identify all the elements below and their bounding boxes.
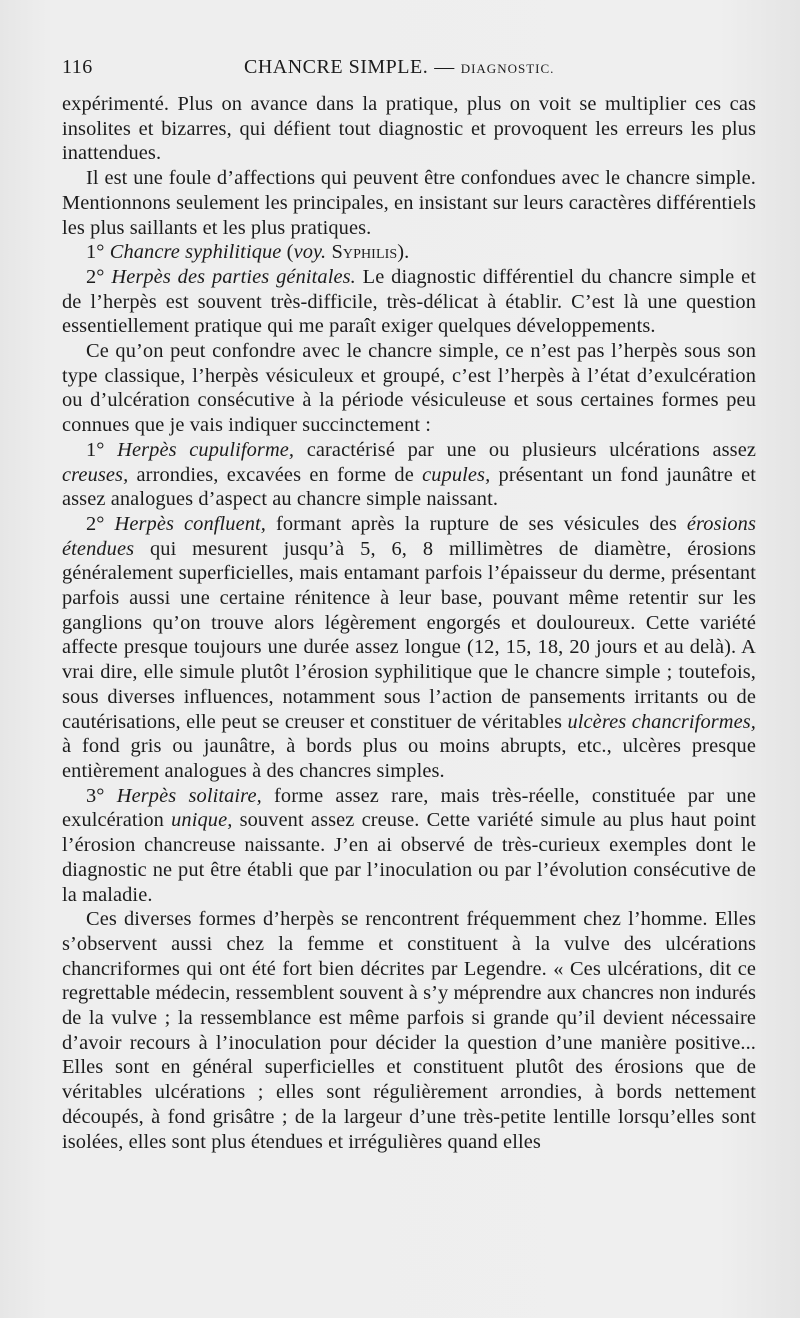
text-segment: ). — [397, 241, 410, 264]
text-segment: Ce qu’on peut confondre avec le chancre simple, ce n’est pas l’herpès sous son type classique, l’herpès vésiculeux et groupé, c’est l’herpès à l’état d’exulcération ou d’ulcération consécutive à la période vésiculeuse et sous certaines formes peu connues que je vais indiquer succinctement : — [62, 340, 756, 437]
text-segment: qui mesurent jusqu’à 5, 6, 8 millimètres de diamètre, érosions généralement superficielles, mais entamant parfois l’épaisseur du derme, présentant parfois aussi une certaine rénitence à leur base, pouvant même retentir sur les ganglions qu’on trouve alors légèrement engorgés et douloureux. Cette variété affecte presque toujours une durée assez longue (12, 15, 18, 20 jours et au delà). A vrai dire, elle simule plutôt l’érosion syphilitique que le chancre simple ; toutefois, sous diverses influences, notamment sous l’action de pansements irritants ou de cautérisations, elle peut se creuser et constituer de véritables — [62, 537, 756, 733]
running-header — [62, 56, 748, 86]
text-segment: creuses, — [62, 463, 129, 486]
text-segment: formant après la rupture de ses vésicules des — [265, 512, 687, 535]
text-segment: présentant un fond jaunâtre et assez analogues d’aspect au chancre simple naissant. — [62, 463, 756, 511]
paragraph-p2 — [62, 240, 756, 265]
text-segment: Herpès cupuliforme, — [117, 438, 295, 461]
running-title — [244, 56, 554, 79]
text-segment: 2° — [86, 265, 112, 288]
text-segment: voy. — [293, 241, 327, 264]
paragraph-p4 — [62, 339, 756, 438]
text-segment: érosions étendues — [62, 512, 756, 560]
text-segment: arrondies, excavées en forme de — [128, 463, 423, 486]
paragraph-p8 — [62, 907, 756, 1154]
text-segment: caractérisé par une ou plusieurs ulcérations assez — [294, 438, 756, 461]
text-segment: Herpès des parties génitales. — [111, 265, 356, 288]
paragraph-p0 — [62, 92, 756, 166]
text-segment: 1° — [86, 241, 110, 264]
text-segment: unique, — [171, 809, 233, 832]
running-title-main: CHANCRE SIMPLE. — [244, 56, 429, 78]
text-segment: Herpès confluent, — [114, 512, 266, 535]
title-dash: — — [434, 56, 455, 78]
text-segment: forme assez rare, mais très-réelle, constituée par une exulcération — [62, 784, 756, 832]
text-segment: ( — [281, 241, 294, 264]
text-segment: souvent assez creuse. Cette variété simule au plus haut point l’érosion chancreuse naissante. J’en ai observé de très-curieux exemples dont le diagnostic ne put être établi que par l’inoculation ou par l’évolution consécutive de la maladie. — [62, 809, 756, 906]
text-segment: Herpès solitaire, — [116, 784, 262, 807]
text-segment: 3° — [86, 784, 117, 807]
text-segment: Il est une foule d’affections qui peuvent être confondues avec le chancre simple. Mentionnons seulement les principales, en insistant sur leurs caractères différentiels les plus saillants et les plus pratiques. — [62, 167, 756, 239]
text-segment: Chancre syphilitique — [109, 241, 282, 264]
text-segment: Le diagnostic différentiel du chancre simple et de l’herpès est souvent très-difficile, très-délicat à établir. C’est là une question essentiellement pratique qui me paraît exiger quelques développements. — [62, 265, 757, 338]
paragraph-p5 — [62, 438, 756, 512]
text-segment: expérimenté. Plus on avance dans la pratique, plus on voit se multiplier ces cas insolites et bizarres, qui défient tout diagnostic et provoquent les erreurs les plus inattendues. — [62, 93, 756, 165]
text-segment: Ces diverses formes d’herpès se rencontrent fréquemment chez l’homme. Elles s’observent aussi chez la femme et constituent à la vulve des ulcérations chancriformes qui ont été fort bien décrites par Legendre. « Ces ulcérations, dit ce regrettable médecin, ressemblent souvent à s’y méprendre aux chancres non indurés de la vulve ; la ressemblance est même parfois si grande qu’il devient nécessaire d’avoir recours à l’inoculation pour décider la question d’une manière positive... Elles sont en général superficielles et constituent plutôt des érosions que de véritables ulcérations ; elles sont régulièrement arrondies, à bords nettement découpés, à fond grisâtre ; de la largeur d’une très-petite lentille lorsqu’elles sont isolées, elles sont plus étendues et irrégulières quand elles — [62, 908, 756, 1153]
text-segment: 2° — [86, 512, 115, 535]
paragraph-p3 — [62, 265, 756, 339]
text-segment: ulcères chancriformes, — [567, 710, 756, 733]
body-text — [62, 92, 756, 1154]
paragraph-p6 — [62, 512, 756, 784]
text-segment: à fond gris ou jaunâtre, à bords plus ou moins abrupts, etc., ulcères presque entièrement analogues à des chancres simples. — [62, 735, 756, 782]
text-segment: 1° — [86, 438, 118, 461]
text-segment: cupules, — [422, 463, 491, 486]
text-segment: Syphilis — [331, 241, 398, 264]
page-number: 116 — [62, 56, 93, 78]
paragraph-p7 — [62, 784, 756, 908]
paragraph-p1 — [62, 166, 756, 240]
section-label: DIAGNOSTIC. — [460, 61, 555, 76]
